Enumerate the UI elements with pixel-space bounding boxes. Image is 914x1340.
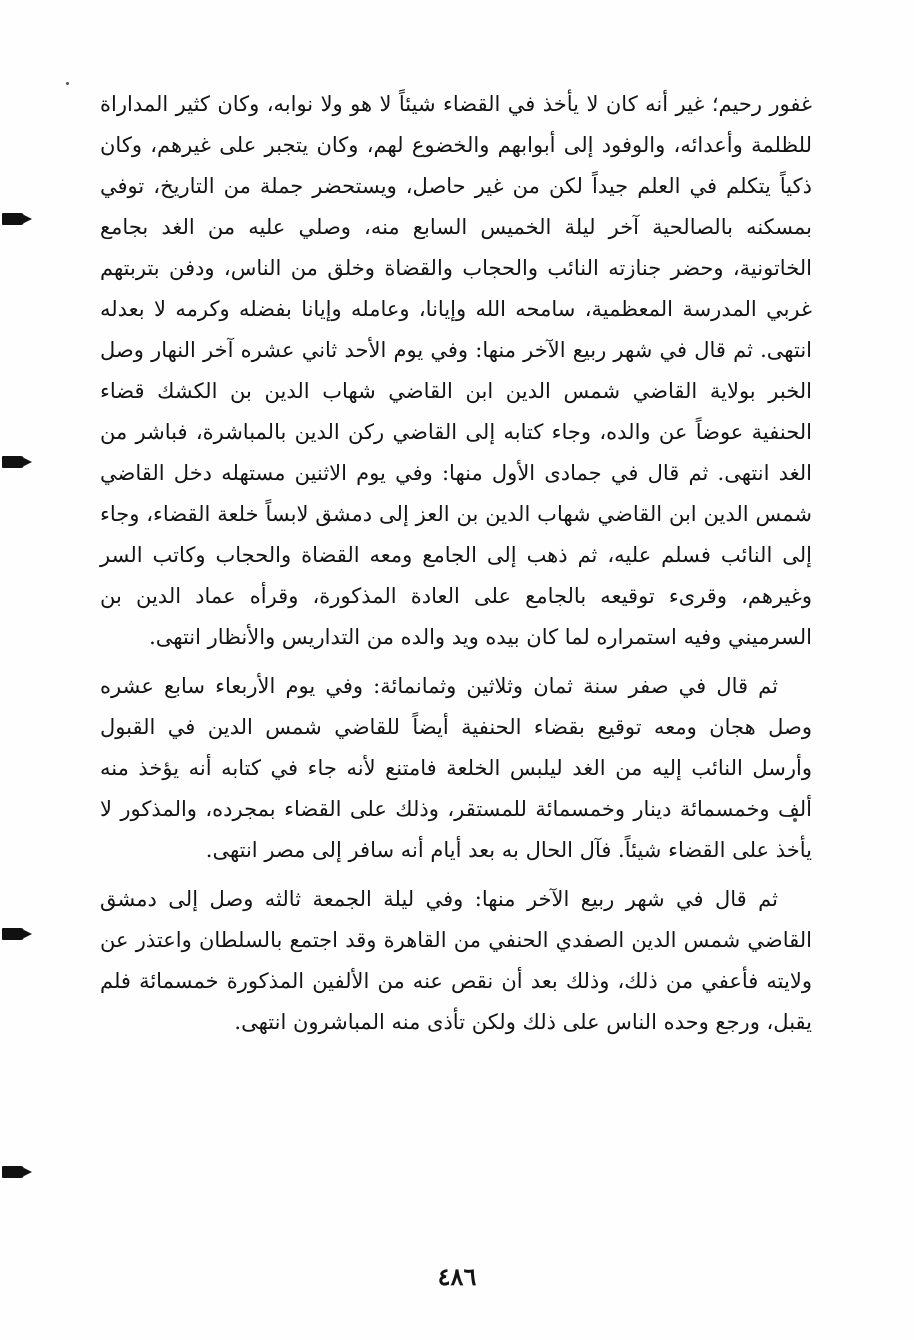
paragraph-2: ثم قال في صفر سنة ثمان وثلاثين وثمانمائة: وفي يوم الأربعاء سابع عشره وصل هجان ومعه توقيع بقضاء الحنفية أيضاً للقاضي شمس الدين في القبول وأرسل النائب إليه من الغد ليلبس الخلعة فامتنع لأنه جاء في كتابه أنه يؤخذ منه ألف وخمسمائة دينار وخمسمائة للمستقر، وذلك على القضاء بمجرده، والمذكور لا يأخذ على القضاء شيئاً. فآل الحال به بعد أيام أنه سافر إلى مصر انتهى.: [100, 674, 812, 862]
body-text: [100, 84, 812, 1043]
ink-speck: [66, 82, 69, 85]
margin-arrow-icon: [2, 456, 24, 468]
margin-arrow-icon: [2, 213, 24, 225]
page-number: ٤٨٦: [437, 1262, 477, 1291]
paragraph-3: ثم قال في شهر ربيع الآخر منها: وفي ليلة الجمعة ثالثه وصل إلى دمشق القاضي شمس الدين الصفدي الحنفي من القاهرة وقد اجتمع بالسلطان واعتذر عن ولايته فأعفي من ذلك، وذلك بعد أن نقص عنه من الألفين المذكورة خمسمائة فلم يقبل، ورجع وحده الناس على ذلك ولكن تأذى منه المباشرون انتهى.: [100, 887, 812, 1034]
margin-arrow-icon: [2, 1166, 24, 1178]
margin-arrow-icon: [2, 928, 24, 940]
paragraph-1: غفور رحيم؛ غير أنه كان لا يأخذ في القضاء شيئاً لا هو ولا نوابه، وكان كثير المداراة للظلمة وأعدائه، والوفود إلى أبوابهم والخضوع لهم، وكان يتجبر على غيرهم، وكان ذكياً يتكلم في العلم جيداً لكن من غير حاصل، ويستحضر جملة من التاريخ، توفي بمسكنه بالصالحية آخر ليلة الخميس السابع منه، وصلي عليه من الغد بجامع الخاتونية، وحضر جنازته النائب والحجاب والقضاة وخلق من الناس، ودفن بتربتهم غربي المدرسة المعظمية، سامحه الله وإيانا، وعامله وإيانا بفضله وكرمه لا بعدله انتهى. ثم قال في شهر ربيع الآخر منها: وفي يوم الأحد ثاني عشره آخر النهار وصل الخبر بولاية القاضي شمس الدين ابن القاضي شهاب الدين بن الكشك قضاء الحنفية عوضاً عن والده، وجاء كتابه إلى القاضي ركن الدين بالمباشرة، فباشر من الغد انتهى. ثم قال في جمادى الأول منها: وفي يوم الاثنين مستهله دخل القاضي شمس الدين ابن القاضي شهاب الدين بن العز إلى دمشق لابساً خلعة القضاء، وجاء إلى النائب فسلم عليه، ثم ذهب إلى الجامع ومعه القضاة والحجاب وكاتب السر وغيرهم، وقرىء توقيعه بالجامع على العادة المذكورة، وقرأه عماد الدين بن السرميني وفيه استمراره لما كان بيده ويد والده من التداريس والأنظار انتهى.: [100, 92, 812, 649]
